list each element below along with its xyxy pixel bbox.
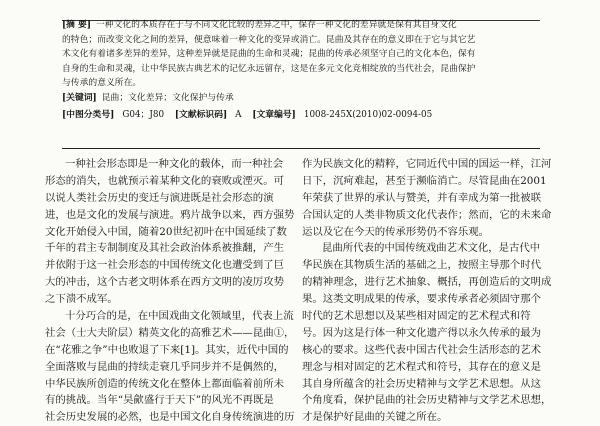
body-line: 其自身所蕴含的社会历史精神与文学艺术思想。从这 — [302, 377, 541, 390]
clc-label: [中图分类号] — [62, 109, 115, 120]
right-column — [302, 156, 560, 426]
body-line: 全面落败与昆曲的持续走衰几乎同步并不是偶然的， — [45, 360, 284, 373]
abstract-label: [摘 要] — [62, 20, 91, 30]
body-line: 在“花雅之争”中也败退了下来[1]。其实，近代中国的 — [45, 343, 289, 356]
left-column — [45, 156, 303, 426]
doc-code-label: [文献标识码] — [174, 109, 228, 120]
body-line: 社会历史发展的必然，也是中国文化自身传统演进的历 — [45, 411, 295, 424]
body-line: 作为民族文化的精粹，它同近代中国的国运一样，江河 — [302, 158, 552, 170]
abstract-block — [62, 18, 540, 123]
body-line: 果。这类文明成果的传承，要求传承者必须固守那个 — [302, 293, 541, 306]
body-line: 中华民族所创造的传统文化在整体上都面临着前所未 — [45, 377, 284, 390]
body-line: 的精神理念，进行艺术抽象、概括，再创造后的文明成 — [302, 276, 552, 289]
body-line: 运以及它在今天的传承形势仍不容乐观。 — [302, 225, 490, 238]
body-line: 进，也是文化的发展与演进。鸦片战争以来，西方强势 — [45, 208, 295, 221]
body-line: 华民族在其物质生活的基础之上，按照主导那个时代 — [302, 259, 541, 272]
body-line: 并依附于这一社会形态的中国传统文化也遭受到了巨 — [45, 259, 284, 272]
body-line: 时代的艺术思想以及某些相对固定的艺术程式和符 — [302, 310, 531, 323]
body-line: 社会（士大夫阶层）精英文化的高雅艺术——昆曲①， — [45, 326, 295, 339]
keywords-label: [关键词] — [62, 92, 97, 103]
abstract-line-1 — [62, 18, 540, 33]
body-line: 合国认定的人类非物质文化代表作；然而，它的未来命 — [302, 208, 552, 221]
body-line: 文化开始侵入中国，随着20世纪初叶在中国延续了数 — [45, 225, 287, 238]
body-line: 日下，沉疴难起，甚至于濒临消亡。尽管昆曲在2001 — [302, 174, 547, 187]
abstract-line-2: 的特色；而改变文化之间的差异，便意味着一种文化的变异或消亡。昆曲及其存在的意义即在于它与其它艺 — [62, 34, 476, 45]
abstract-line-5: 与传承的意义所在。 — [62, 78, 142, 89]
article-number-label: [文章编号] — [252, 109, 296, 120]
body-line: 有的挑战。当年“昊歈盛行于天下”的风光不再既是 — [45, 394, 274, 407]
abstract-line-4: 自身的生命和灵魂，让中华民族古典艺术的记忆永远留存，这是在多元文化竞相绽放的当代社会，昆曲保护 — [62, 63, 476, 74]
body-line: 之下溃不成军。 — [45, 293, 118, 306]
abstract-line-3: 术文化有着诸多差异的差异，这种差异就是昆曲的生命和灵魂；昆曲的传承必须坚守自己的文化本色，保有 — [62, 49, 476, 60]
body-line: 号。因为这是行体一种文化遗产得以永久传承的最为 — [302, 326, 541, 339]
clc-value: G04；J80 — [122, 109, 165, 120]
keywords-line — [62, 91, 540, 106]
body-line: 千年的君主专制制度及其社会政治体系被推翻，产生 — [45, 242, 284, 255]
classification-row — [62, 108, 540, 123]
body-line: 昆曲所代表的中国传统戏曲艺术文化，是古代中 — [322, 242, 541, 255]
body-line: 年荣获了世界的承认与赞美，并有幸成为第一批被联 — [302, 191, 541, 204]
keywords-text: 昆曲；文化差异；文化保护与传承 — [101, 92, 234, 103]
separator-rule — [62, 148, 540, 149]
body-line: 才是保护好昆曲的关键之所在。 — [302, 411, 448, 424]
body-line: 核心的要求。这些代表中国古代社会生活形态的艺术 — [302, 343, 541, 356]
body-line: 以说人类社会历史的变迁与演进既是社会形态的演 — [45, 191, 274, 204]
body-line: 十分巧合的是，在中国戏曲文化领域里，代表上流 — [65, 310, 294, 323]
doc-code-value: A — [235, 109, 242, 120]
body-line: 形态的消失，也就预示着某种文化的衰败或湮灭。可 — [45, 174, 284, 187]
abstract-text: 一种文化的本质存在于与不同文化比较的差异之中，保存一种文化的差异就是保有其自身文化 — [95, 20, 457, 30]
body-line: 理念与相对固定的艺术程式和符号，其存在的意义是 — [302, 360, 541, 373]
body-line: 一种社会形态即是一种文化的载体，而一种社会 — [65, 158, 284, 170]
article-number-value: 1008-245X(2010)02-0094-05 — [303, 109, 433, 120]
body-line: 个角度看，保护昆曲的社会历史精神与文学艺术思想， — [302, 394, 552, 407]
body-line: 大的冲击，这个古老文明体系在西方文明的凌厉攻势 — [45, 276, 284, 289]
